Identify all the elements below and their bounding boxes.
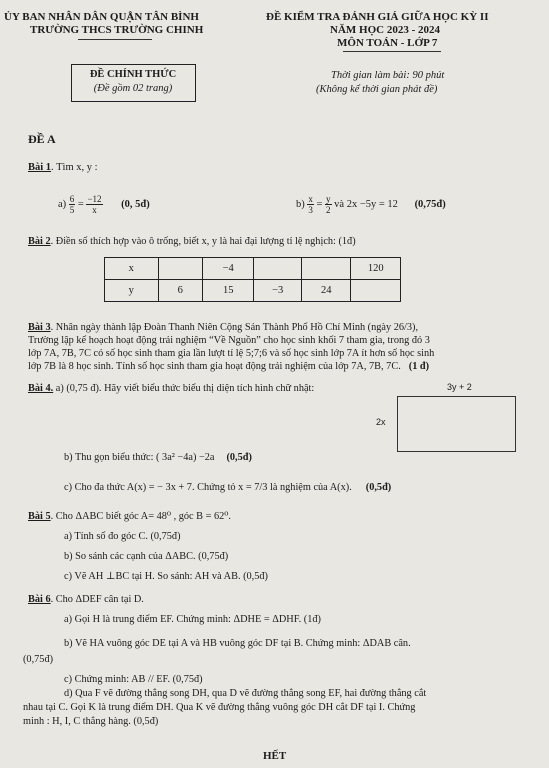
header-underline-left <box>78 39 152 40</box>
bai2-row-x <box>105 258 401 280</box>
time-note-2: (Không kể thời gian phát đề) <box>316 84 438 95</box>
pages-note: (Đề gồm 02 trang) <box>93 83 173 94</box>
header-right-line1: ĐỀ KIỂM TRA ĐÁNH GIÁ GIỮA HỌC KỲ II <box>266 11 489 23</box>
bai2-x-cell-3 <box>254 258 301 280</box>
bai1-b-points: (0,75đ) <box>414 199 446 210</box>
bai2-x-cell-5: 120 <box>351 258 401 280</box>
bai1-b-rest: và 2x −5y = 12 <box>334 199 398 210</box>
bai2-x-cell-0: x <box>105 258 159 280</box>
bai2-x-cell-2: −4 <box>202 258 254 280</box>
bai6-intro: . Cho ΔDEF cân tại D. <box>50 594 144 605</box>
bai2-y-cell-2: 15 <box>202 280 254 302</box>
rect-side-label: 2x <box>376 417 386 427</box>
bai2-y-cell-5 <box>351 280 401 302</box>
bai3-line1 <box>28 322 418 334</box>
bai4-b-points: (0,5đ) <box>226 452 252 463</box>
bai6-part-b-line2: (0,75đ) <box>23 654 54 665</box>
bai4-part-a <box>28 383 314 395</box>
rect-top-label: 3y + 2 <box>447 382 472 392</box>
bai5-intro: . Cho ΔABC biết góc A= 48⁰ , góc B = 62⁰. <box>50 511 231 522</box>
bai1-a-frac2 <box>86 194 102 215</box>
bai1-b-eq: = <box>316 199 323 210</box>
bai6-part-d-line2: nhau tại C. Gọi K là trung điểm DH. Qua K vẽ đường thẳng vuông góc DH cắt DF tại I. Chứng <box>23 702 416 713</box>
bai4-b-text: b) Thu gọn biểu thức: ( 3a² −4a) −2a <box>64 452 215 463</box>
bai4-part-b <box>64 452 252 464</box>
bai2-table <box>104 257 401 302</box>
header-underline-right <box>343 51 441 52</box>
bai3-label: Bài 3 <box>28 322 51 333</box>
bai2-label: Bài 2 <box>28 236 51 247</box>
bai5-heading <box>28 511 231 523</box>
time-note: Thời gian làm bài: 90 phút <box>331 70 445 81</box>
bai3-text-line4: lớp 7B là 8 học sinh. Tính số học sinh tham gia hoạt động trải nghiệm của lớp 7A, 7B, 7C. <box>28 361 401 372</box>
bai2-x-cell-1 <box>158 258 202 280</box>
bai2-text: . Điền số thích hợp vào ô trống, biết x, y là hai đại lượng tỉ lệ nghịch: (1đ) <box>50 236 356 247</box>
header-left-line1: ỦY BAN NHÂN DÂN QUẬN TÂN BÌNH <box>4 11 199 23</box>
bai6-part-c: c) Chứng minh: AB // EF. (0,75đ) <box>64 674 203 685</box>
bai4-c-points: (0,5đ) <box>365 482 392 493</box>
bai3-line3: lớp 7A, 7B, 7C có số học sinh tham gia lần lượt tỉ lệ 5;7;6 và số học sinh lớp 7A ít hơn số học sinh <box>28 348 435 359</box>
header-right-line3: MÔN TOÁN - LỚP 7 <box>337 37 438 49</box>
bai1-b-frac2-num: y <box>326 194 331 205</box>
bai1-a-frac2-num: −12 <box>87 194 102 205</box>
bai4-c-text: c) Cho đa thức A(x) = − 3x + 7. Chứng tỏ x = 7/3 là nghiệm của A(x). <box>64 482 352 493</box>
bai6-part-b-line1: b) Vẽ HA vuông góc DE tại A và HB vuông góc DF tại B. Chứng minh: ΔDAB cân. <box>64 638 411 649</box>
bai2-heading <box>28 236 356 248</box>
bai4-label: Bài 4. <box>28 383 54 394</box>
bai6-part-d-line1: d) Qua F vẽ đường thẳng song DH, qua D vẽ đường thẳng song EF, hai đường thẳng cắt <box>64 688 427 699</box>
bai1-part-a <box>58 193 150 217</box>
bai1-intro: . Tìm x, y : <box>51 162 98 173</box>
header-left-line2: TRƯỜNG THCS TRƯỜNG CHINH <box>30 24 204 36</box>
bai5-part-b: b) So sánh các cạnh của ΔABC. (0,75đ) <box>64 551 229 562</box>
bai6-part-d-line3: minh : H, I, C thẳng hàng. (0,5đ) <box>23 716 159 727</box>
bai2-y-cell-1: 6 <box>158 280 202 302</box>
bai5-part-c: c) Vẽ AH ⊥BC tại H. So sánh: AH và AB. (0,5đ) <box>64 571 268 582</box>
bai1-a-points: (0, 5đ) <box>121 199 150 210</box>
bai2-y-cell-4: 24 <box>301 280 351 302</box>
official-title: ĐỀ CHÍNH THỨC <box>89 69 177 80</box>
bai4-part-c <box>64 482 391 494</box>
bai6-heading <box>28 594 144 606</box>
rectangle-figure <box>397 396 516 452</box>
header-right-line2: NĂM HỌC 2023 - 2024 <box>330 24 440 36</box>
bai2-x-cell-4 <box>301 258 351 280</box>
bai1-a-frac1 <box>69 194 76 215</box>
bai1-b-frac1-num: x <box>308 194 313 205</box>
bai6-label: Bài 6 <box>28 594 51 605</box>
bai1-b-frac2 <box>325 194 332 215</box>
bai1-b-label: b) <box>296 199 305 210</box>
bai3-line2: Trường lập kế hoạch hoạt động trải nghiệm “Về Nguồn” cho học sinh khối 7 tham gia, trong đó 3 <box>28 335 430 346</box>
bai1-part-b <box>296 193 446 217</box>
bai1-b-frac1 <box>307 194 314 215</box>
bai5-label: Bài 5 <box>28 511 51 522</box>
bai3-points: (1 đ) <box>408 361 430 372</box>
bai1-b-frac2-den: 2 <box>326 205 331 216</box>
bai5-part-a: a) Tính số đo góc C. (0,75đ) <box>64 531 181 542</box>
bai1-label: Bài 1 <box>28 162 52 173</box>
bai6-part-a: a) Gọi H là trung điểm EF. Chứng minh: ΔDHE = ΔDHF. (1đ) <box>64 614 321 625</box>
bai1-a-frac2-den: x <box>92 205 97 216</box>
bai3-text-line1: . Nhân ngày thành lập Đoàn Thanh Niên Cộng Sản Thành Phố Hồ Chí Minh (ngày 26/3), <box>50 322 419 333</box>
bai1-a-eq: = <box>77 199 84 210</box>
exam-code: ĐỀ A <box>28 132 56 146</box>
bai1-a-frac1-num: 6 <box>69 194 75 205</box>
bai1-b-frac1-den: 3 <box>308 205 313 216</box>
bai4-a-text: a) (0,75 đ). Hãy viết biểu thức biểu thị diện tích hình chữ nhật: <box>53 383 315 394</box>
footer-end: HẾT <box>263 750 287 762</box>
bai1-heading <box>28 162 98 174</box>
bai1-a-label: a) <box>58 199 67 210</box>
bai3-line4 <box>28 361 429 373</box>
bai2-y-cell-0: y <box>105 280 159 302</box>
bai2-y-cell-3: −3 <box>254 280 301 302</box>
bai1-a-frac1-den: 5 <box>69 205 75 216</box>
bai2-row-y <box>105 280 401 302</box>
